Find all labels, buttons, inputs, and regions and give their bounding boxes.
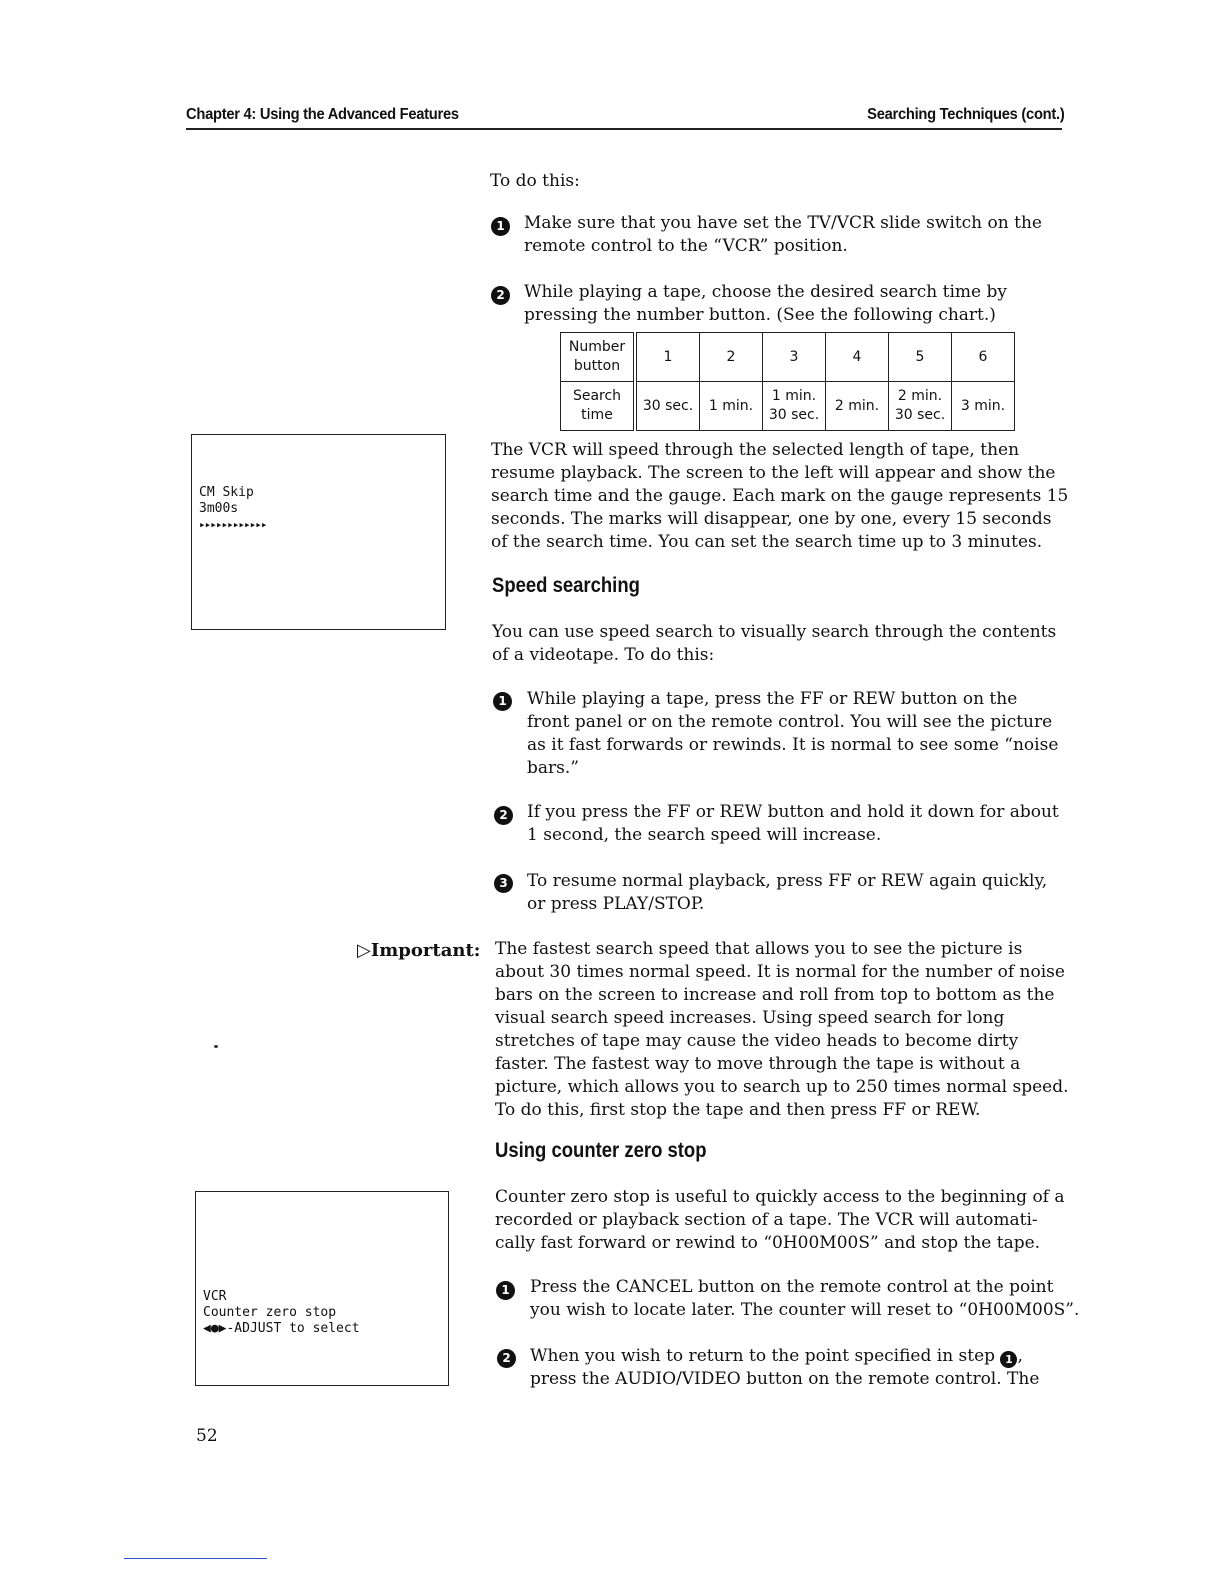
chart-cell — [889, 382, 952, 431]
chart-cell-text: 3 min. — [960, 397, 1006, 414]
important-paragraph — [495, 938, 1068, 1122]
chart-row-header-line: button — [573, 358, 621, 374]
osd-screen-counter-zero-stop — [195, 1191, 449, 1386]
chart-cell — [952, 333, 1015, 382]
step-line: front panel or on the remote control. You will see the picture — [527, 712, 1053, 732]
chart-cell-text: 6 — [978, 348, 988, 365]
chart-row-search-time — [561, 382, 1015, 431]
paragraph-line: recorded or playback section of a tape. The VCR will automati- — [495, 1210, 1038, 1230]
speed-step-1-text — [527, 688, 1058, 780]
step-line: If you press the FF or REW button and hold it down for about — [527, 802, 1059, 822]
osd-adjust-text: -ADJUST to select — [226, 1321, 360, 1336]
paragraph-line: resume playback. The screen to the left will appear and show the — [491, 463, 1056, 483]
counter-intro — [495, 1186, 1065, 1255]
step-2-line-2: pressing the number button. (See the following chart.) — [524, 305, 996, 325]
chart-cell — [700, 333, 763, 382]
paragraph-line: of a videotape. To do this: — [492, 645, 715, 665]
paragraph-line: visual search speed increases. Using speed search for long — [495, 1008, 1005, 1028]
chart-cell-text: 1 min. — [771, 388, 817, 404]
chart-cell-text: 4 — [852, 348, 862, 365]
step-1-line-1: Make sure that you have set the TV/VCR slide switch on the — [524, 213, 1042, 233]
paragraph-line: Counter zero stop is useful to quickly access to the beginning of a — [495, 1187, 1065, 1207]
chart-cell-text: 2 — [726, 348, 736, 365]
section-heading-speed-searching: Speed searching — [492, 574, 640, 597]
osd-label-cm-skip: CM Skip — [199, 485, 254, 500]
paragraph-line: of the search time. You can set the search time up to 3 minutes. — [491, 532, 1043, 552]
step-line: as it fast forwards or rewinds. It is normal to see some “noise — [527, 735, 1059, 755]
step-line: press the AUDIO/VIDEO button on the remote control. The — [530, 1369, 1040, 1389]
chart-row-header — [561, 382, 636, 431]
chart-cell — [763, 382, 826, 431]
paragraph-line: cally fast forward or rewind to “0H00M00S” and stop the tape. — [495, 1233, 1041, 1253]
chart-cell — [763, 333, 826, 382]
chart-cell-text: 30 sec. — [894, 407, 946, 423]
paragraph-line: faster. The fastest way to move through the tape is without a — [495, 1054, 1021, 1074]
step-line: 1 second, the search speed will increase. — [527, 825, 882, 845]
step-bullet-2: 2 — [491, 286, 510, 305]
chart-cell-text: 3 — [789, 348, 799, 365]
important-label: ▷Important: — [357, 940, 481, 961]
paragraph-line: The VCR will speed through the selected length of tape, then — [491, 440, 1020, 460]
speed-step-3-text — [527, 870, 1047, 916]
chart-cell-text: 2 min. — [834, 397, 880, 414]
chart-cell — [952, 382, 1015, 431]
paragraph-line: bars on the screen to increase and roll from top to bottom as the — [495, 985, 1055, 1005]
step-line: you wish to locate later. The counter will reset to “0H00M00S”. — [530, 1300, 1080, 1320]
section-heading-counter-zero-stop: Using counter zero stop — [495, 1139, 707, 1162]
vcr-search-paragraph — [491, 439, 1068, 554]
speed-step-2-text — [527, 801, 1059, 847]
step-line: To resume normal playback, press FF or REW again quickly, — [527, 871, 1048, 891]
step-line: bars.” — [527, 758, 579, 778]
osd-label-counter-zero-stop: Counter zero stop — [203, 1305, 337, 1320]
step-1-line-2: remote control to the “VCR” position. — [524, 236, 848, 256]
step-1-text — [524, 212, 1042, 258]
step-bullet-1: 1 — [491, 217, 510, 236]
osd-gauge: ▸▸▸▸▸▸▸▸▸▸▸▸ — [199, 518, 267, 531]
step-bullet-1: 1 — [493, 692, 512, 711]
adjust-arrows-icon: ◀●▶ — [203, 1321, 227, 1336]
chart-cell-text: 2 min. — [897, 388, 943, 404]
osd-adjust-line — [203, 1321, 360, 1337]
footer-link-underline — [124, 1558, 267, 1559]
step-reference-bullet: 1 — [1000, 1351, 1017, 1368]
header-rule — [186, 128, 1062, 130]
counter-step-2-text — [530, 1345, 1039, 1391]
running-header-section: Searching Techniques (cont.) — [866, 106, 1064, 123]
step-line: Press the CANCEL button on the remote control at the point — [530, 1277, 1054, 1297]
step-line — [530, 1345, 1039, 1368]
chart-row-header-line: time — [581, 407, 613, 423]
chart-cell-text: 1 min. — [708, 397, 754, 414]
chart-cell — [635, 382, 700, 431]
running-header-chapter: Chapter 4: Using the Advanced Features — [186, 106, 459, 123]
chart-cell-text: 30 sec. — [768, 407, 820, 423]
paragraph-line: You can use speed search to visually search through the contents — [492, 622, 1057, 642]
step-2-text — [524, 281, 1007, 327]
chart-cell-text: 30 sec. — [642, 397, 694, 414]
chart-row-number-button — [561, 333, 1015, 382]
step-line-text: When you wish to return to the point specified in step — [530, 1346, 996, 1366]
page-number: 52 — [196, 1426, 218, 1446]
step-bullet-2: 2 — [494, 806, 513, 825]
paragraph-line: stretches of tape may cause the video heads to become dirty — [495, 1031, 1019, 1051]
chart-cell — [700, 382, 763, 431]
chart-cell — [826, 333, 889, 382]
chart-row-header-line: Number — [568, 339, 626, 355]
step-bullet-2: 2 — [497, 1349, 516, 1368]
print-speck — [214, 1045, 218, 1048]
step-bullet-1: 1 — [496, 1281, 515, 1300]
osd-search-time: 3m00s — [199, 501, 239, 516]
chart-cell-text: 1 — [663, 348, 673, 365]
step-line: While playing a tape, press the FF or REW button on the — [527, 689, 1018, 709]
paragraph-line: about 30 times normal speed. It is normal for the number of noise — [495, 962, 1065, 982]
step-bullet-3: 3 — [494, 874, 513, 893]
counter-step-1-text — [530, 1276, 1079, 1322]
chart-cell — [635, 333, 700, 382]
paragraph-line: To do this, first stop the tape and then press FF or REW. — [495, 1100, 981, 1120]
chart-cell — [826, 382, 889, 431]
chart-row-header — [561, 333, 636, 382]
paragraph-line: The fastest search speed that allows you to see the picture is — [495, 939, 1023, 959]
intro-text: To do this: — [490, 171, 580, 191]
speed-intro — [492, 621, 1056, 667]
chart-cell-text: 5 — [915, 348, 925, 365]
osd-screen-cm-skip — [191, 434, 446, 630]
paragraph-line: search time and the gauge. Each mark on the gauge represents 15 — [491, 486, 1069, 506]
paragraph-line: seconds. The marks will disappear, one by one, every 15 seconds — [491, 509, 1052, 529]
chart-row-header-line: Search — [572, 388, 622, 404]
paragraph-line: picture, which allows you to search up to 250 times normal speed. — [495, 1077, 1069, 1097]
osd-label-vcr: VCR — [203, 1289, 227, 1304]
step-line-text: , — [1017, 1346, 1023, 1366]
search-time-chart — [560, 332, 1015, 431]
step-line: or press PLAY/STOP. — [527, 894, 705, 914]
chart-cell — [889, 333, 952, 382]
step-2-line-1: While playing a tape, choose the desired search time by — [524, 282, 1007, 302]
